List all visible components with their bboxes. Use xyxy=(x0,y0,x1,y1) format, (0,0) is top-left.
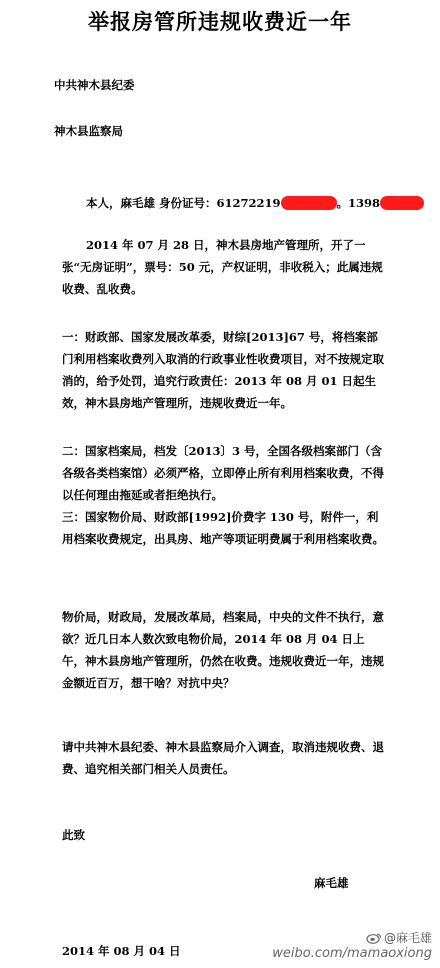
paragraph-point-three: 三：国家物价局、财政部[1992]价费字 130 号，附件一，利用档案收费规定，出具房、地产等项证明费属于利用档案收费。 xyxy=(62,510,384,546)
paragraph-point-one: 一：财政部、国家发展改革委，财综[2013]67 号，将档案部门利用档案收费列入取消的行政事业性收费项目，对不按规定取消的，给予处罚，追究行政责任：2013 年 08 月 01 日起生效，神木县房地产管理所，违规收费近一年。 xyxy=(62,330,384,410)
recipient-discipline-committee: 中共神木县纪委 xyxy=(54,78,135,92)
redaction-mark-id xyxy=(281,196,337,210)
document-date: 2014 年 08 月 04 日 xyxy=(62,944,181,958)
watermark-handle-row xyxy=(272,930,432,946)
paragraph-point-two: 二：国家档案局，档发〔2013〕3 号，全国各级档案部门（含各级各类档案馆）必须严格，立即停止所有利用档案收费，不得以任何理由拖延或者拒绝执行。 xyxy=(62,444,384,502)
reporter-id-sep: 。1398 xyxy=(336,196,381,210)
watermark-handle: @麻毛雄 xyxy=(383,931,432,945)
signature: 麻毛雄 xyxy=(314,876,349,890)
paragraph-complaint: 物价局，财政局，发展改革局，档案局，中央的文件不执行，意欲？近几日本人数次致电物价局，2014 年 08 月 04 日上午，神木县房地产管理所，仍然在收费。违规收费近一年，违规金额近百万，想干啥？对抗中央？ xyxy=(62,610,384,690)
weibo-icon xyxy=(366,932,382,944)
document-title: 举报房管所违规收费近一年 xyxy=(88,9,352,34)
closing-salutation: 此致 xyxy=(62,828,85,842)
paragraph-request: 请中共神木县纪委、神木县监察局介入调查，取消违规收费、退费、追究相关部门相关人员责任。 xyxy=(62,740,384,776)
recipient-supervision-bureau: 神木县监察局 xyxy=(54,124,123,138)
weibo-watermark xyxy=(272,930,432,962)
watermark-url: weibo.com/mamaoxiong xyxy=(272,946,432,961)
reporter-prefix: 本人，麻毛雄 身份证号：61272219 xyxy=(86,196,281,210)
paragraph-incident: 2014 年 07 月 28 日，神木县房地产管理所，开了一张“无房证明”，票号：50 元，产权证明，非收税入；此属违规收费、乱收费。 xyxy=(62,238,383,296)
reporter-line xyxy=(86,196,424,210)
redaction-mark-phone xyxy=(380,196,424,210)
